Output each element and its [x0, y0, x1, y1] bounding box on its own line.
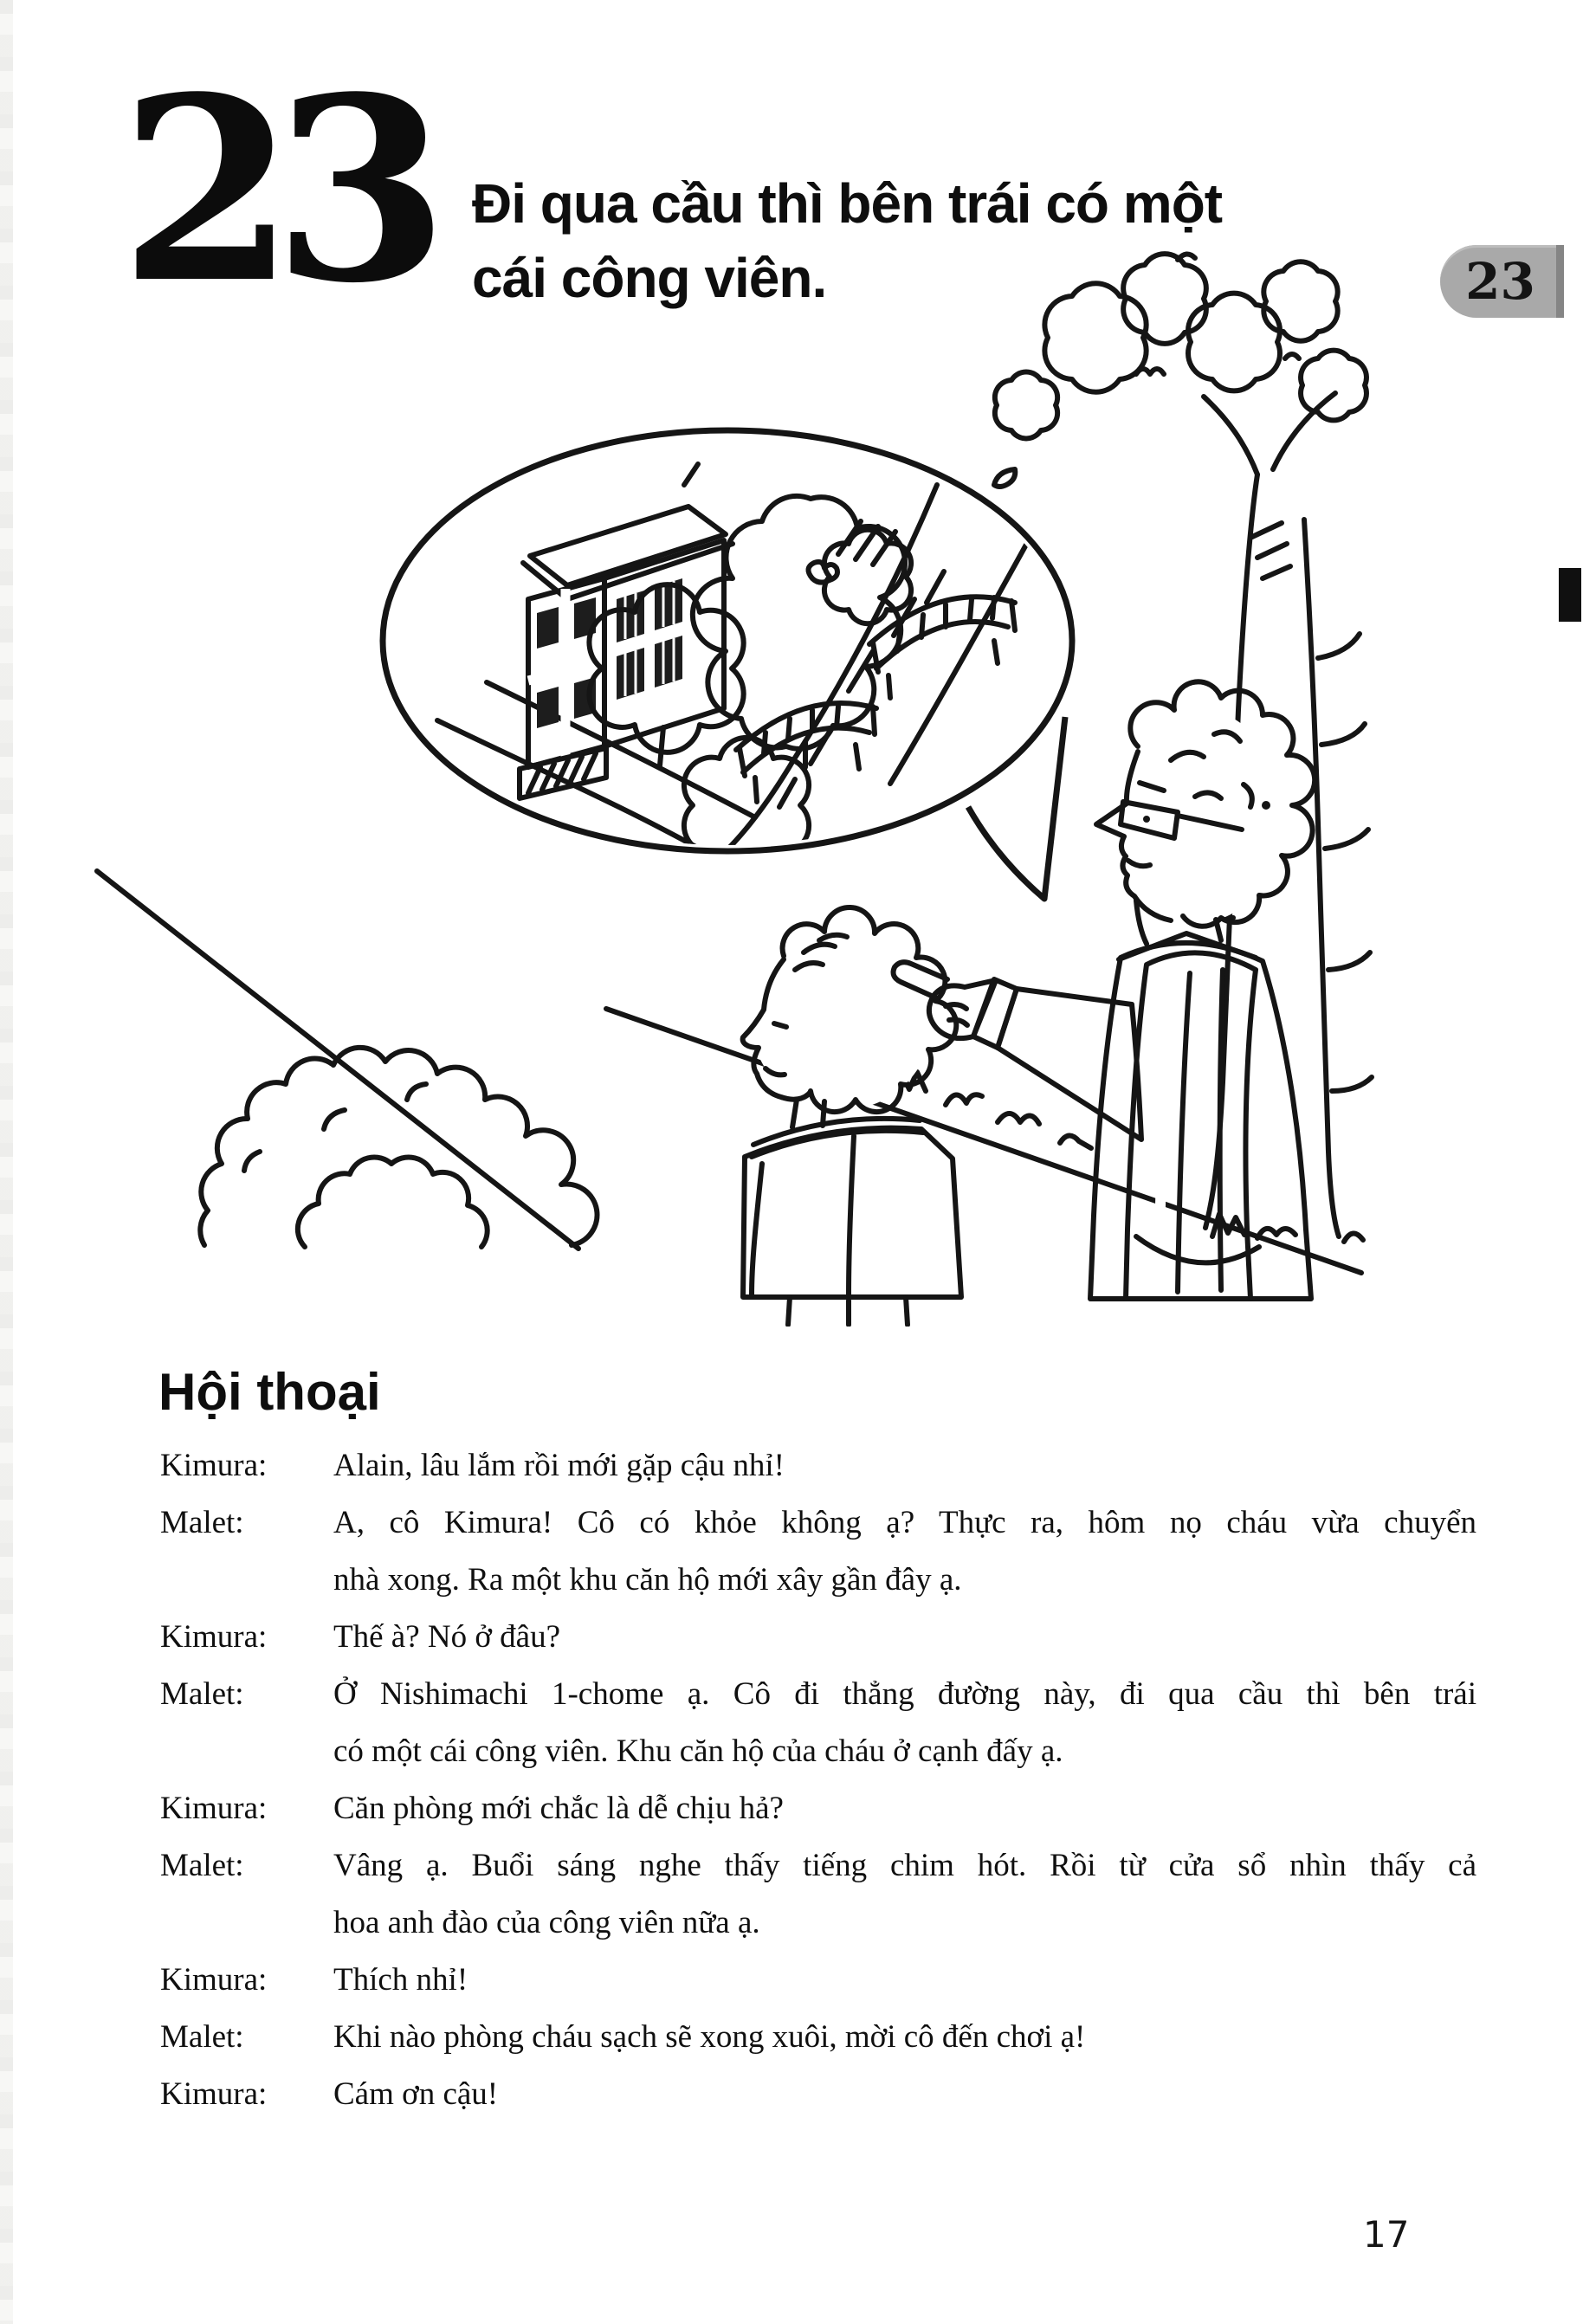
dialogue-line: có một cái công viên. Khu căn hộ của cháu ở cạnh đấy ạ. [333, 1733, 1063, 1769]
trunk-hatch [1252, 523, 1290, 578]
speaker-label: Kimura: [160, 1962, 268, 1998]
dialogue-row [160, 1780, 1476, 1837]
dialogue-line: A, cô Kimura! Cô có khỏe không ạ? Thực ra, hôm nọ cháu vừa chuyển [333, 1505, 1476, 1540]
dialogue [160, 1437, 1476, 2123]
lesson-number: 23 [120, 42, 427, 339]
speaker-label: Kimura: [160, 1448, 268, 1483]
dialogue-line: Ở Nishimachi 1-chome ạ. Cô đi thẳng đường này, đi qua cầu thì bên trái [333, 1676, 1476, 1712]
dialogue-line: Thích nhỉ! [333, 1962, 468, 1998]
dialogue-row [160, 1952, 1476, 2009]
page-number: 17 [1363, 2213, 1410, 2256]
speaker-label: Malet: [160, 1848, 244, 1883]
dialogue-row [160, 1666, 1476, 1780]
tree-foliage [994, 254, 1367, 487]
dialogue-row [160, 2066, 1476, 2123]
scan-edge-artifact [0, 0, 13, 2324]
speaker-label: Malet: [160, 1505, 244, 1540]
lesson-tab-badge [1440, 245, 1564, 318]
speaker-label: Malet: [160, 1676, 244, 1712]
speaker-label: Kimura: [160, 1619, 268, 1655]
malet-vest [1126, 952, 1256, 1299]
dialogue-row [160, 1494, 1476, 1609]
dialogue-line: Alain, lâu lắm rồi mới gặp cậu nhỉ! [333, 1448, 785, 1483]
illustration [78, 234, 1377, 1327]
dialogue-line: Khi nào phòng cháu sạch sẽ xong xuôi, mời cô đến chơi ạ! [333, 2019, 1086, 2055]
thumb-index-mark [1559, 568, 1581, 622]
lesson-title-line1: Đi qua cầu thì bên trái có một [472, 172, 1223, 235]
speaker-label: Kimura: [160, 1791, 268, 1826]
dialogue-row [160, 1837, 1476, 1952]
dialogue-line: hoa anh đào của công viên nữa ạ. [333, 1905, 760, 1940]
speech-bubble [383, 430, 1072, 851]
section-heading: Hội thoại [158, 1363, 381, 1421]
lesson-title-line2: cái công viên. [472, 247, 827, 309]
dialogue-line: Vâng ạ. Buổi sáng nghe thấy tiếng chim hót. Rồi từ cửa sổ nhìn thấy cả [333, 1848, 1476, 1883]
speaker-label: Kimura: [160, 2076, 268, 2112]
dialogue-line: Thế à? Nó ở đâu? [333, 1619, 560, 1655]
dialogue-row [160, 1437, 1476, 1494]
speaker-label: Malet: [160, 2019, 244, 2055]
dialogue-line: Căn phòng mới chắc là dễ chịu hả? [333, 1791, 784, 1826]
dialogue-row [160, 2009, 1476, 2066]
lesson-tab-number: 23 [1465, 252, 1535, 311]
dialogue-line: nhà xong. Ra một khu căn hộ mới xây gần đây ạ. [333, 1562, 962, 1598]
dialogue-line: Cám ơn cậu! [333, 2076, 499, 2112]
dialogue-row [160, 1609, 1476, 1666]
road-lines [97, 871, 1361, 1273]
